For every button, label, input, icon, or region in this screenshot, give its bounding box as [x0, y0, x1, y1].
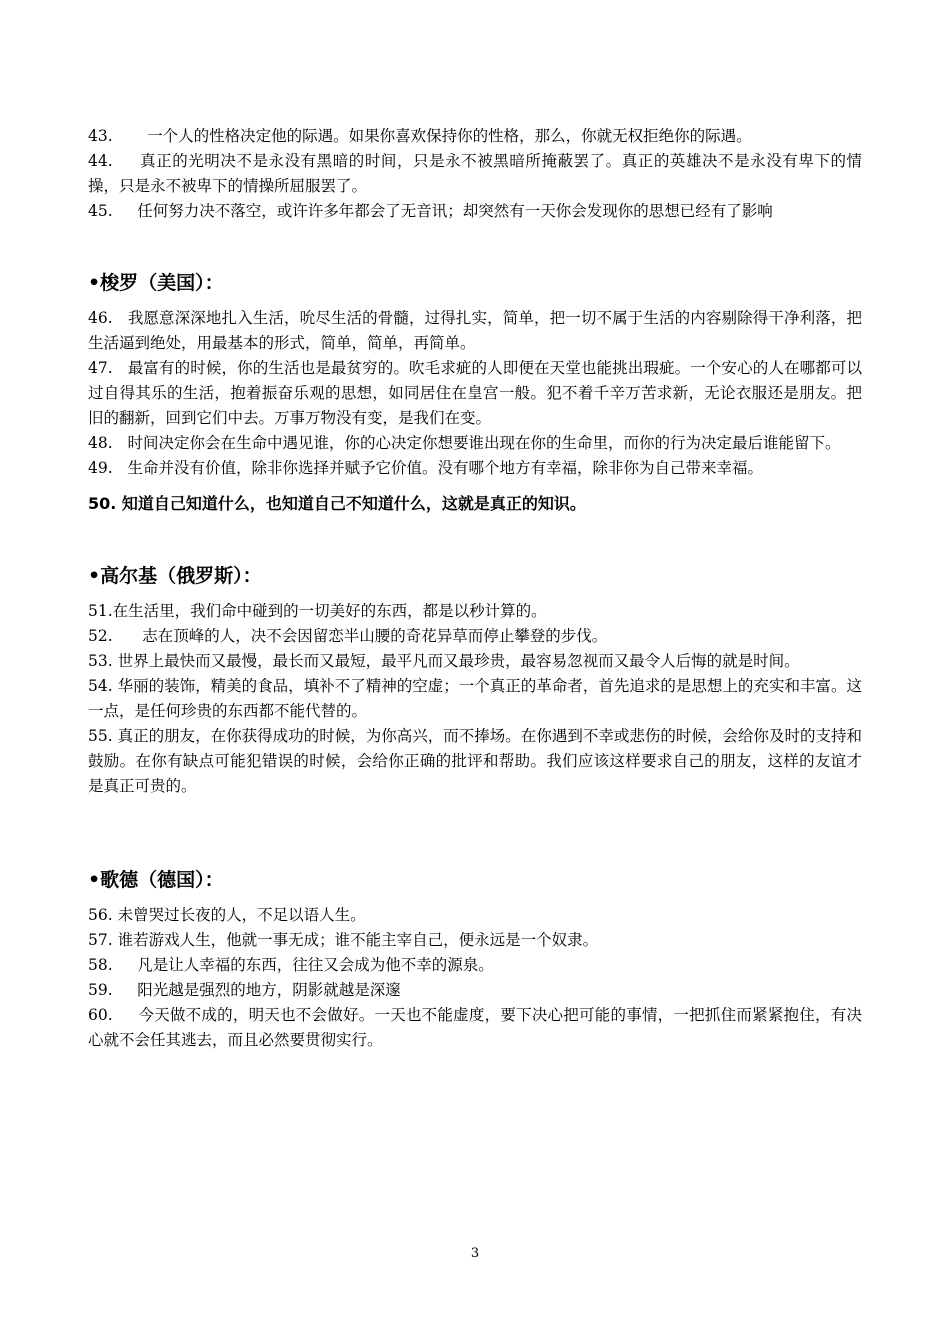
quote-43 [88, 124, 862, 149]
quote-55 [88, 724, 862, 799]
quote-text: 华丽的装饰，精美的食品，填补不了精神的空虚；一个真正的革命者，首先追求的是思想上的充实和丰富。这一点，是任何珍贵的东西都不能代替的。 [88, 677, 862, 720]
intro-quotes [88, 124, 862, 224]
quote-52 [88, 624, 862, 649]
quote-47 [88, 356, 862, 431]
quote-text: 阳光越是强烈的地方，阴影就越是深邃 [137, 981, 401, 999]
quote-text: 最富有的时候，你的生活也是最贫穷的。吹毛求疵的人即便在天堂也能挑出瑕疵。一个安心的人在哪都可以过自得其乐的生活，抱着振奋乐观的思想，如同居住在皇宫一般。犯不着千辛万苦求新，无论衣服还是朋友。把旧的翻新，回到它们中去。万事万物没有变，是我们在变。 [88, 359, 862, 427]
quote-gap [113, 359, 128, 377]
quote-gap [113, 627, 143, 645]
quote-text: 志在顶峰的人，决不会因留恋半山腰的奇花异草而停止攀登的步伐。 [142, 627, 608, 645]
quote-number: 58. [88, 956, 113, 974]
quote-text: 任何努力决不落空，或许许多年都会了无音讯；却突然有一天你会发现你的思想已经有了影响 [137, 202, 773, 220]
quote-text: 未曾哭过长夜的人，不足以语人生。 [117, 906, 366, 924]
quote-gap [113, 152, 140, 170]
section-heading-gorky: •高尔基（俄罗斯）： [88, 565, 262, 587]
quote-gap [113, 434, 128, 452]
quote-text: 我愿意深深地扎入生活，吮尽生活的骨髓，过得扎实，简单，把一切不属于生活的内容剔除得干净利落，把生活逼到绝处，用最基本的形式，简单，简单，再简单。 [88, 309, 862, 352]
quote-58 [88, 953, 862, 978]
quote-number: 60. [88, 1006, 113, 1024]
quote-50-bold: 50. 知道自己知道什么，也知道自己不知道什么，这就是真正的知识。 [88, 494, 586, 513]
quote-gap [113, 1006, 139, 1024]
quote-number: 48. [88, 434, 113, 452]
quote-number: 51. [88, 602, 113, 620]
quote-text: 今天做不成的，明天也不会做好。一天也不能虚度，要下决心把可能的事情，一把抓住而紧紧抱住，有决心就不会任其逃去，而且必然要贯彻实行。 [88, 1006, 862, 1049]
quote-number: 56. [88, 906, 113, 924]
quote-gap [113, 202, 138, 220]
quote-text: 时间决定你会在生命中遇见谁，你的心决定你想要谁出现在你的生命里，而你的行为决定最后谁能留下。 [127, 434, 841, 452]
quote-number: 45. [88, 202, 113, 220]
quote-text: 世界上最快而又最慢，最长而又最短，最平凡而又最珍贵，最容易忽视而又最令人后悔的就是时间。 [117, 652, 800, 670]
quote-text: 一个人的性格决定他的际遇。如果你喜欢保持你的性格，那么，你就无权拒绝你的际遇。 [147, 127, 752, 145]
quote-number: 53. [88, 652, 113, 670]
quote-text: 在生活里，我们命中碰到的一切美好的东西，都是以秒计算的。 [112, 602, 547, 620]
quote-number: 55. [88, 727, 113, 745]
quote-60 [88, 1003, 862, 1053]
quote-number: 46. [88, 309, 113, 327]
document-page [88, 124, 862, 1053]
quote-number: 49. [88, 459, 113, 477]
quote-57 [88, 928, 862, 953]
quote-number: 52. [88, 627, 113, 645]
quote-gap [113, 309, 128, 327]
quote-44 [88, 149, 862, 199]
quote-number: 57. [88, 931, 113, 949]
quote-45 [88, 199, 862, 224]
quote-number: 44. [88, 152, 113, 170]
quote-number: 54. [88, 677, 113, 695]
quote-gap [113, 956, 138, 974]
quote-text: 凡是让人幸福的东西，往往又会成为他不幸的源泉。 [137, 956, 494, 974]
quote-51 [88, 599, 862, 624]
quote-54 [88, 674, 862, 724]
quote-49 [88, 456, 862, 481]
quote-number: 59. [88, 981, 113, 999]
quote-56 [88, 903, 862, 928]
quote-48 [88, 431, 862, 456]
quote-text: 生命并没有价值，除非你选择并赋予它价值。没有哪个地方有幸福，除非你为自己带来幸福。 [127, 459, 763, 477]
quote-number: 43. [88, 127, 113, 145]
section-heading-thoreau: •梭罗（美国）： [88, 272, 224, 294]
quote-text: 真正的朋友，在你获得成功的时候，为你高兴，而不捧场。在你遇到不幸或悲伤的时候，会给你及时的支持和鼓励。在你有缺点可能犯错误的时候，会给你正确的批评和帮助。我们应该这样要求自己的朋友，这样的友谊才是真正可贵的。 [88, 727, 862, 795]
quote-text: 真正的光明决不是永没有黑暗的时间，只是永不被黑暗所掩蔽罢了。真正的英雄决不是永没有卑下的情操，只是永不被卑下的情操所屈服罢了。 [88, 152, 862, 195]
quote-53 [88, 649, 862, 674]
page-number: 3 [470, 1246, 480, 1261]
quote-number: 47. [88, 359, 113, 377]
quote-gap [113, 459, 128, 477]
quote-59 [88, 978, 862, 1003]
quote-gap [113, 981, 138, 999]
section-heading-goethe: •歌德（德国）： [88, 869, 224, 891]
gorky-quotes [88, 599, 862, 799]
quote-46 [88, 306, 862, 356]
thoreau-quotes [88, 306, 862, 481]
quote-gap [113, 127, 148, 145]
goethe-quotes [88, 903, 862, 1053]
quote-text: 谁若游戏人生，他就一事无成；谁不能主宰自己，便永远是一个奴隶。 [117, 931, 599, 949]
